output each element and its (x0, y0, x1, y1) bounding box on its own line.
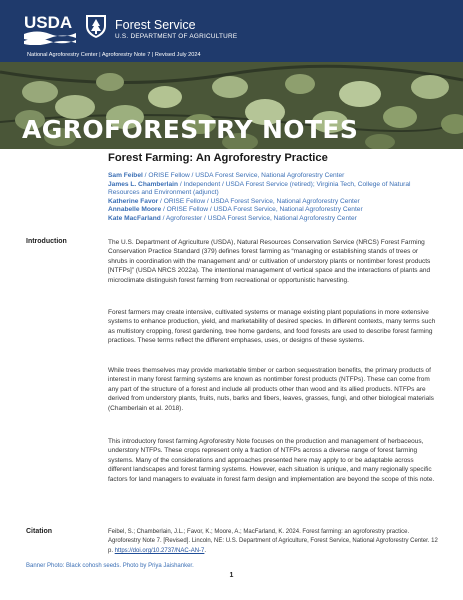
author-affiliation: / Independent / USDA Forest Service (retired); Virginia Tech, College of Natural Resources and Environment (adjunct) (108, 180, 411, 197)
author-name[interactable]: Kate MacFarland (108, 214, 161, 222)
doi-link[interactable]: https://doi.org/10.2737/NAC-AN-7 (114, 547, 205, 554)
paragraph-text: This introductory forest farming Agroforestry Note focuses on the production and management of herbaceous, understory NTFPs. These crops represent only a fraction of NTFPs across a diverse range of forest farming systems. Many of the considerations and approaches presented here may apply to or be adaptable across different landscapes and forest farming systems. However, each situation is unique, and many regionally specific factors for land managers to evaluate in forest farm design and implementation are beyond the scope of this note. (108, 438, 435, 483)
series-title: AGROFORESTRY NOTES (22, 115, 359, 144)
author-entry (108, 181, 438, 198)
site-header (0, 0, 463, 62)
author-entry (108, 206, 438, 215)
intro-paragraph (108, 308, 438, 346)
usda-logo-icon (24, 11, 76, 45)
author-entry (108, 172, 438, 181)
paragraph-text: Forest farmers may create intensive, cultivated systems or manage existing plant populations in more extensive systems to enhance production, yield, and marketability of desired species. In different contexts, many terms such as multistory cropping, forest gardening, tree home gardens, and food forests are used to describe forest farming practices. These terms reflect the different emphases, uses, or designs of these systems. (108, 309, 436, 345)
paragraph-text: While trees themselves may provide marketable timber or carbon sequestration benefits, the primary products of interest in many forest farming systems are known as nontimber forest products (NTFPs). These can come from any part of the structure of a forest and include all products other than wood and its allied products. NTFPs are derived from understory plants, fruits, nuts, barks and fibers, leaves, grasses, fungi, and other biological materials (Chamberlain et al. 2018). (108, 367, 434, 412)
author-affiliation: / ORISE Fellow / USDA Forest Service, National Agroforestry Center (158, 197, 360, 205)
series-info: National Agroforestry Center | Agroforestry Note 7 | Revised July 2024 (27, 52, 201, 58)
intro-paragraph (108, 238, 438, 285)
svg-text:USDA: USDA (24, 13, 73, 32)
intro-paragraph (108, 437, 438, 484)
introduction-heading: Introduction (26, 238, 67, 245)
agency-name: Forest Service (115, 18, 196, 32)
author-name[interactable]: James L. Chamberlain (108, 180, 178, 188)
intro-paragraph (108, 366, 438, 413)
department-name: U.S. DEPARTMENT OF AGRICULTURE (115, 33, 238, 40)
author-entry (108, 198, 438, 207)
author-affiliation: / ORISE Fellow / USDA Forest Service, National Agroforestry Center (142, 172, 345, 179)
paragraph-text: The U.S. Department of Agriculture (USDA), Natural Resources Conservation Service (NRCS) Forest Farming Conservation Practice Standard (379) defines forest farming as “managing or establishing stands of trees or shrubs in coordination with the management and/ or cultivation of understory plants or nontimber forest products [NTFPs]” (USDA NRCS 2022a). The intentional management of vertical space and the interactions of plants and microclimate distinguish forest farming from recreational or opportunistic harvesting. (108, 239, 431, 284)
forest-service-shield-icon (85, 13, 107, 39)
page-number: 1 (229, 572, 234, 579)
author-entry (108, 215, 438, 224)
author-list (108, 172, 438, 224)
author-affiliation: / Agroforester / USDA Forest Service, National Agroforestry Center (160, 214, 357, 222)
author-name[interactable]: Annabelle Moore (108, 206, 162, 214)
citation-text: Feibel, S.; Chamberlain, J.L.; Favor, K.; Moore, A.; MacFarland, K. 2024. Forest farming: an agroforestry practice. Agroforestry Note 7. [Revised]. Lincoln, NE: U.S. Department of Agriculture, Forest Service, National Agroforestry Center. 12 p. (108, 529, 438, 554)
author-affiliation: / ORISE Fellow / USDA Forest Service, National Agroforestry Center (161, 206, 363, 214)
author-name[interactable]: Sam Feibel (108, 172, 143, 179)
photo-credit: Banner Photo: Black cohosh seeds. Photo by Priya Jaishanker. (26, 563, 194, 569)
author-name[interactable]: Katherine Favor (108, 197, 159, 205)
citation-block (108, 528, 438, 556)
citation-end: . (204, 547, 207, 554)
citation-heading: Citation (26, 528, 53, 535)
document-title: Forest Farming: An Agroforestry Practice (108, 152, 328, 164)
